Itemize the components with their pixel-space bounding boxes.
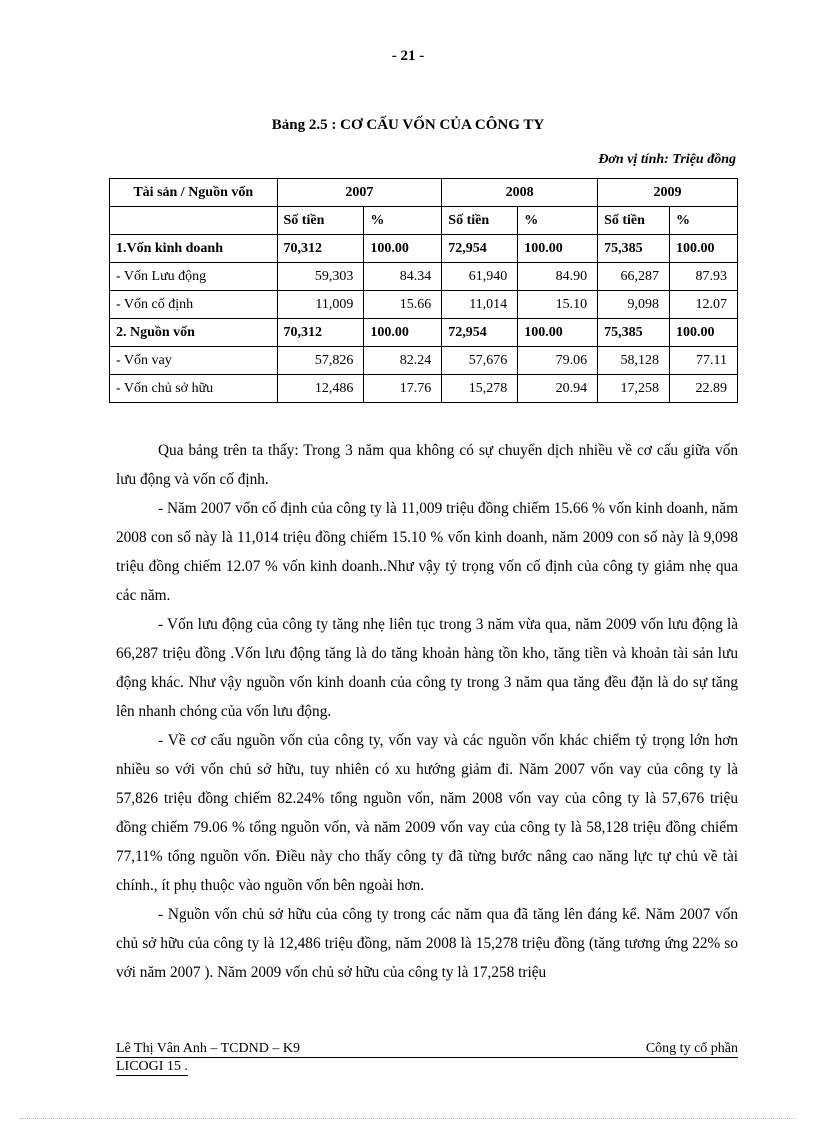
table-header-row <box>110 179 738 207</box>
amount-cell: 75,385 <box>598 235 670 263</box>
percent-cell: 87.93 <box>670 263 738 291</box>
subheader-cell: % <box>670 207 738 235</box>
row-label-cell: - Vốn chủ sở hữu <box>110 375 278 403</box>
table-subheader-row <box>110 207 738 235</box>
footer-company-continued: LICOGI 15 . <box>116 1059 188 1074</box>
table-title: Bảng 2.5 : CƠ CẤU VỐN CỦA CÔNG TY <box>271 117 545 133</box>
percent-cell: 82.24 <box>364 347 442 375</box>
footer-line <box>116 1040 738 1058</box>
percent-cell: 77.11 <box>670 347 738 375</box>
header-cell-year: 2009 <box>598 179 738 207</box>
table-row <box>110 375 738 403</box>
subheader-cell: Số tiền <box>277 207 364 235</box>
subheader-cell: Số tiền <box>442 207 518 235</box>
amount-cell: 11,014 <box>442 291 518 319</box>
table-body <box>110 235 738 403</box>
percent-cell: 100.00 <box>670 235 738 263</box>
page-number: - 21 - <box>391 48 425 64</box>
paragraph: - Về cơ cấu nguồn vốn của công ty, vốn vay và các nguồn vốn khác chiếm tỷ trọng lớn hơn nhiều so với vốn chủ sở hữu, tuy nhiên có xu hướng giảm đi. Năm 2007 vốn vay của công ty là 57,826 triệu đồng chiếm 82.24% tổng nguồn vốn, năm 2008 vốn vay của công ty là 57,676 triệu đồng chiếm 79.06 % tổng nguồn vốn, và năm 2009 vốn vay của công ty là 58,128 triệu đồng chiếm 77,11% tổng nguồn vốn. Điều này cho thấy công ty đã từng bước nâng cao năng lực tự chủ về tài chính., ít phụ thuộc vào nguồn vốn bên ngoài hơn. <box>116 732 738 894</box>
unit-label: Đơn vị tính: Triệu đồng <box>598 152 736 167</box>
percent-cell: 100.00 <box>670 319 738 347</box>
amount-cell: 12,486 <box>277 375 364 403</box>
amount-cell: 66,287 <box>598 263 670 291</box>
percent-cell: 79.06 <box>518 347 598 375</box>
percent-cell: 100.00 <box>518 235 598 263</box>
header-cell: Tài sản / Nguồn vốn <box>110 179 278 207</box>
paragraph: - Năm 2007 vốn cố định của công ty là 11,009 triệu đồng chiếm 15.66 % vốn kinh doanh, năm 2008 con số này là 11,014 triệu đồng chiếm 15.10 % vốn kinh doanh, năm 2009 con số này là 9,098 triệu đồng chiếm 12.07 % vốn kinh doanh..Như vậy tỷ trọng vốn cố định của công ty giảm nhẹ qua các năm. <box>116 500 738 604</box>
percent-cell: 15.10 <box>518 291 598 319</box>
row-label-cell: - Vốn vay <box>110 347 278 375</box>
page-footer <box>116 1040 738 1076</box>
table-row <box>110 235 738 263</box>
row-label-cell: 1.Vốn kinh doanh <box>110 235 278 263</box>
footer-author: Lê Thị Vân Anh – TCDND – K9 <box>116 1041 300 1056</box>
subheader-cell: % <box>518 207 598 235</box>
page-bottom-divider <box>20 1118 796 1119</box>
subheader-cell: % <box>364 207 442 235</box>
percent-cell: 84.90 <box>518 263 598 291</box>
amount-cell: 72,954 <box>442 319 518 347</box>
amount-cell: 58,128 <box>598 347 670 375</box>
percent-cell: 15.66 <box>364 291 442 319</box>
row-label-cell: - Vốn Lưu động <box>110 263 278 291</box>
percent-cell: 84.34 <box>364 263 442 291</box>
table-row <box>110 263 738 291</box>
amount-cell: 70,312 <box>277 235 364 263</box>
row-label-cell: 2. Nguồn vốn <box>110 319 278 347</box>
amount-cell: 70,312 <box>277 319 364 347</box>
percent-cell: 22.89 <box>670 375 738 403</box>
amount-cell: 9,098 <box>598 291 670 319</box>
percent-cell: 100.00 <box>364 235 442 263</box>
header-cell-year: 2007 <box>277 179 442 207</box>
amount-cell: 61,940 <box>442 263 518 291</box>
percent-cell: 12.07 <box>670 291 738 319</box>
percent-cell: 100.00 <box>364 319 442 347</box>
amount-cell: 75,385 <box>598 319 670 347</box>
paragraph: - Vốn lưu động của công ty tăng nhẹ liên tục trong 3 năm vừa qua, năm 2009 vốn lưu động là 66,287 triệu đồng .Vốn lưu động tăng là do tăng khoản hàng tồn kho, tăng tiền và khoản tài sản lưu động khác. Như vậy nguồn vốn kinh doanh của công ty trong 3 năm qua tăng đều đặn là do sự tăng lên nhanh chóng của vốn lưu động. <box>116 616 738 720</box>
amount-cell: 57,676 <box>442 347 518 375</box>
table-row <box>110 347 738 375</box>
percent-cell: 100.00 <box>518 319 598 347</box>
percent-cell: 17.76 <box>364 375 442 403</box>
paragraph: - Nguồn vốn chủ sở hữu của công ty trong các năm qua đã tăng lên đáng kể. Năm 2007 vốn chủ sở hữu của công ty là 12,486 triệu đồng, năm 2008 là 15,278 triệu đồng (tăng tương ứng 22% so với năm 2007 ). Năm 2009 vốn chủ sở hữu của công ty là 17,258 triệu <box>116 906 738 981</box>
footer-company: Công ty cổ phần <box>645 1041 738 1056</box>
percent-cell: 20.94 <box>518 375 598 403</box>
amount-cell: 15,278 <box>442 375 518 403</box>
subheader-cell: Số tiền <box>598 207 670 235</box>
amount-cell: 72,954 <box>442 235 518 263</box>
amount-cell: 11,009 <box>277 291 364 319</box>
header-cell-year: 2008 <box>442 179 598 207</box>
body-text <box>116 436 738 987</box>
amount-cell: 17,258 <box>598 375 670 403</box>
row-label-cell: - Vốn cố định <box>110 291 278 319</box>
amount-cell: 57,826 <box>277 347 364 375</box>
subheader-cell-empty <box>110 207 278 235</box>
table-row <box>110 291 738 319</box>
paragraph: Qua bảng trên ta thấy: Trong 3 năm qua không có sự chuyển dịch nhiều về cơ cấu giữa vốn lưu động và vốn cố định. <box>116 442 738 488</box>
capital-structure-table <box>109 178 738 403</box>
table-row <box>110 319 738 347</box>
amount-cell: 59,303 <box>277 263 364 291</box>
